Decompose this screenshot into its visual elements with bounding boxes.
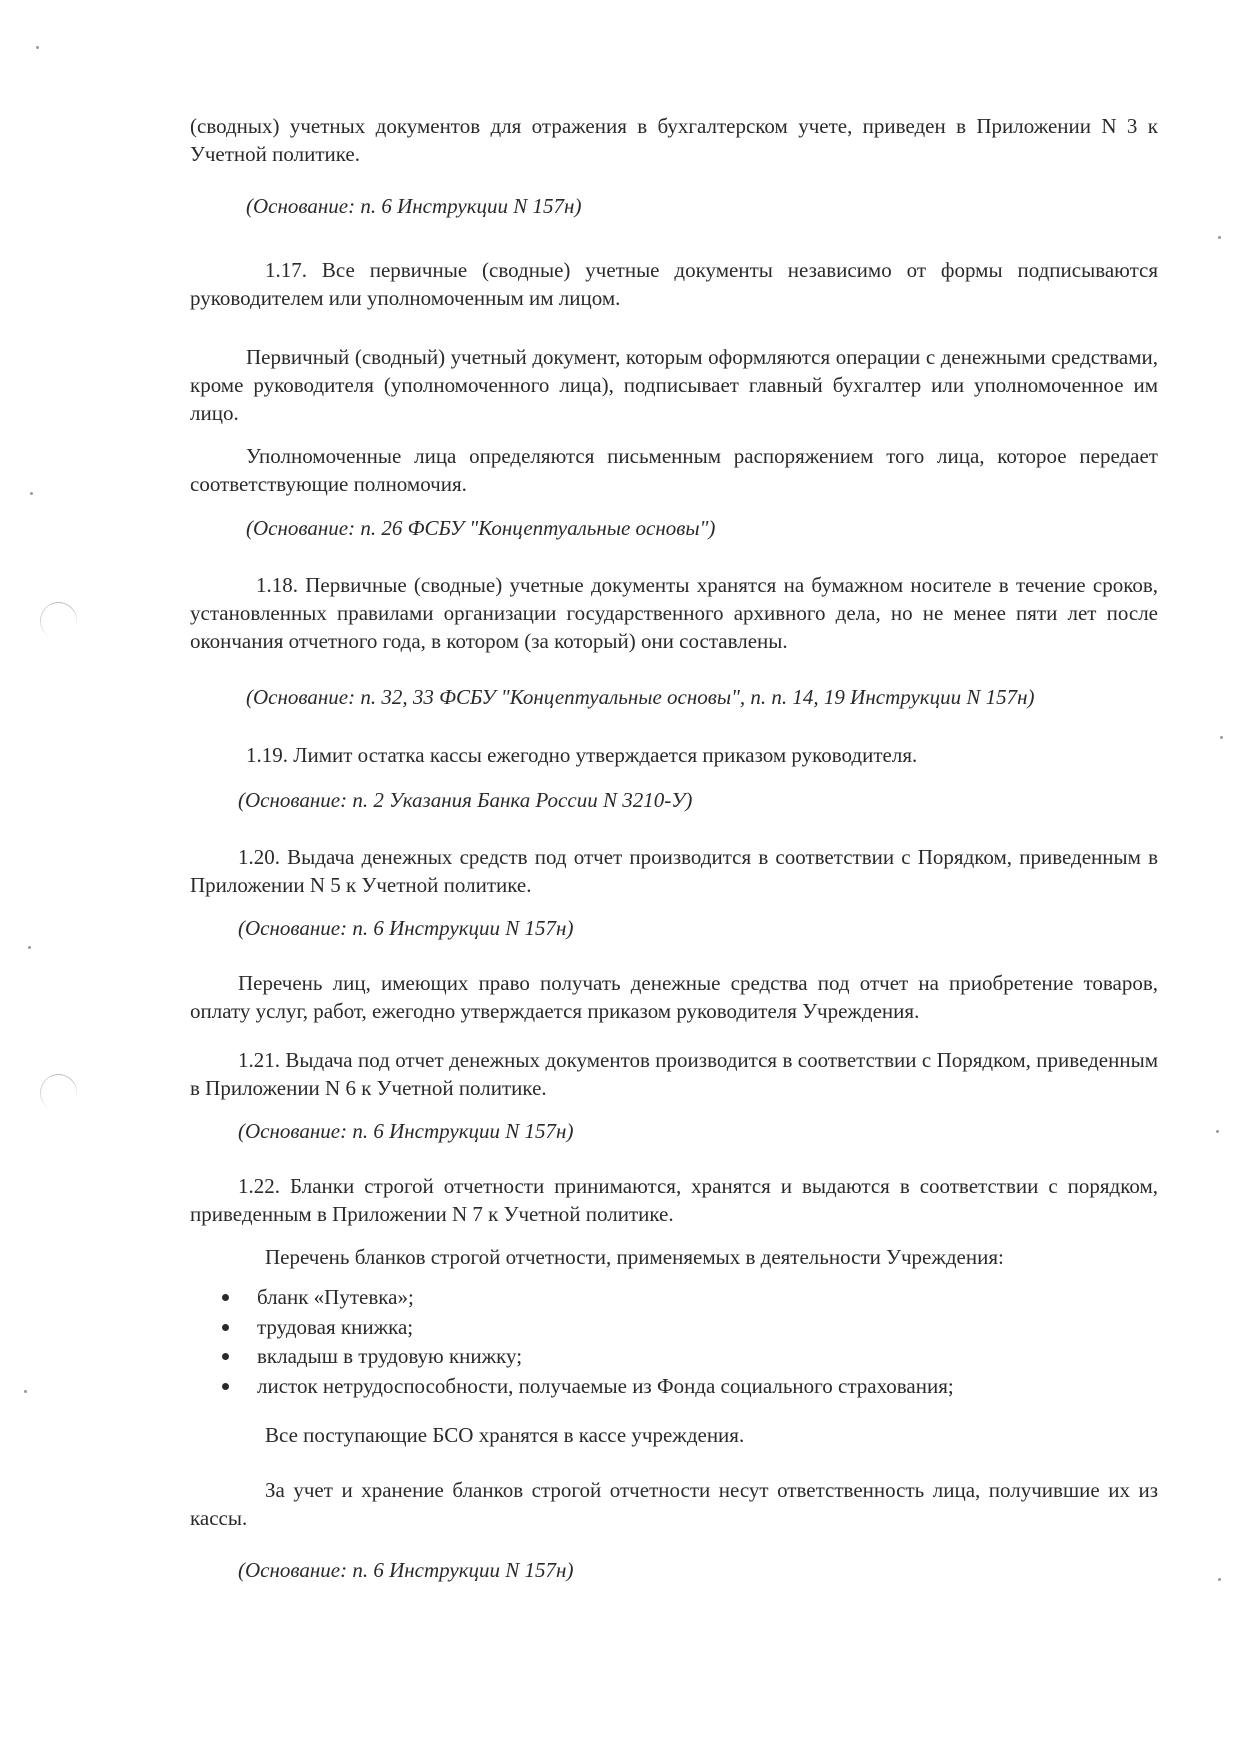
paragraph-primary-document-signing: Первичный (сводный) учетный документ, которым оформляются операции с денежными средствами, кроме руководителя (уполномоченного лица), подписывает главный бухгалтер или уполномоченное им лицо.	[190, 345, 1158, 425]
paragraph-1-18: 1.18. Первичные (сводные) учетные документы хранятся на бумажном носителе в течение сроков, установленных правилами организации государственного архивного дела, но не менее пяти лет после окончания отчетного года, в котором (за который) они составлены.	[190, 573, 1158, 653]
scan-speck	[36, 46, 39, 49]
basis-note-157n: (Основание: п. 6 Инструкции N 157н)	[246, 194, 582, 218]
paragraph-bso-responsibility: За учет и хранение бланков строгой отчетности несут ответственность лица, получившие их из кассы.	[190, 1478, 1158, 1530]
paragraph-1-19: 1.19. Лимит остатка кассы ежегодно утверждается приказом руководителя.	[246, 743, 918, 767]
scan-speck	[28, 946, 31, 949]
list-item: трудовая книжка;	[222, 1313, 954, 1343]
scan-speck	[1220, 736, 1223, 739]
paragraph-1-21: 1.21. Выдача под отчет денежных документов производится в соответствии с Порядком, приведенным в Приложении N 6 к Учетной политике.	[190, 1048, 1158, 1100]
paragraph-1-20: 1.20. Выдача денежных средств под отчет производится в соответствии с Порядком, приведенным в Приложении N 5 к Учетной политике.	[190, 845, 1158, 897]
paragraph-authorized-persons: Уполномоченные лица определяются письменным распоряжением того лица, которое передает соответствующие полномочия.	[190, 444, 1158, 496]
paragraph-1-22: 1.22. Бланки строгой отчетности принимаются, хранятся и выдаются в соответствии с порядком, приведенным в Приложении N 7 к Учетной политике.	[190, 1174, 1158, 1226]
scan-speck	[1216, 1130, 1219, 1133]
basis-note-fsbu-26: (Основание: п. 26 ФСБУ "Концептуальные основы")	[246, 516, 716, 540]
paragraph-appendix-3-ref: (сводных) учетных документов для отражения в бухгалтерском учете, приведен в Приложении N 3 к Учетной политике.	[190, 114, 1158, 166]
list-item: вкладыш в трудовую книжку;	[222, 1342, 954, 1372]
punch-hole-mark	[35, 1069, 82, 1116]
scan-speck	[1218, 1578, 1221, 1581]
paragraph-bso-storage: Все поступающие БСО хранятся в кассе учреждения.	[265, 1423, 745, 1447]
paragraph-bso-list-intro: Перечень бланков строгой отчетности, применяемых в деятельности Учреждения:	[265, 1245, 1004, 1269]
list-item: листок нетрудоспособности, получаемые из Фонда социального страхования;	[222, 1372, 954, 1402]
basis-note-bank-russia: (Основание: п. 2 Указания Банка России N 3210-У)	[238, 788, 693, 812]
scan-speck	[24, 1390, 27, 1393]
basis-note-157n: (Основание: п. 6 Инструкции N 157н)	[238, 916, 574, 940]
basis-note-157n: (Основание: п. 6 Инструкции N 157н)	[238, 1119, 574, 1143]
scan-speck	[30, 492, 33, 495]
basis-note-fsbu-32-33: (Основание: п. 32, 33 ФСБУ "Концептуальные основы", п. п. 14, 19 Инструкции N 157н)	[246, 685, 1035, 709]
scan-speck	[1218, 236, 1221, 239]
paragraph-1-17: 1.17. Все первичные (сводные) учетные документы независимо от формы подписываются руководителем или уполномоченным им лицом.	[190, 258, 1158, 310]
bso-list	[222, 1283, 954, 1401]
list-item: бланк «Путевка»;	[222, 1283, 954, 1313]
basis-note-157n: (Основание: п. 6 Инструкции N 157н)	[238, 1558, 574, 1582]
paragraph-accountable-persons: Перечень лиц, имеющих право получать денежные средства под отчет на приобретение товаров, оплату услуг, работ, ежегодно утверждается приказом руководителя Учреждения.	[190, 971, 1158, 1023]
punch-hole-mark	[35, 597, 82, 644]
